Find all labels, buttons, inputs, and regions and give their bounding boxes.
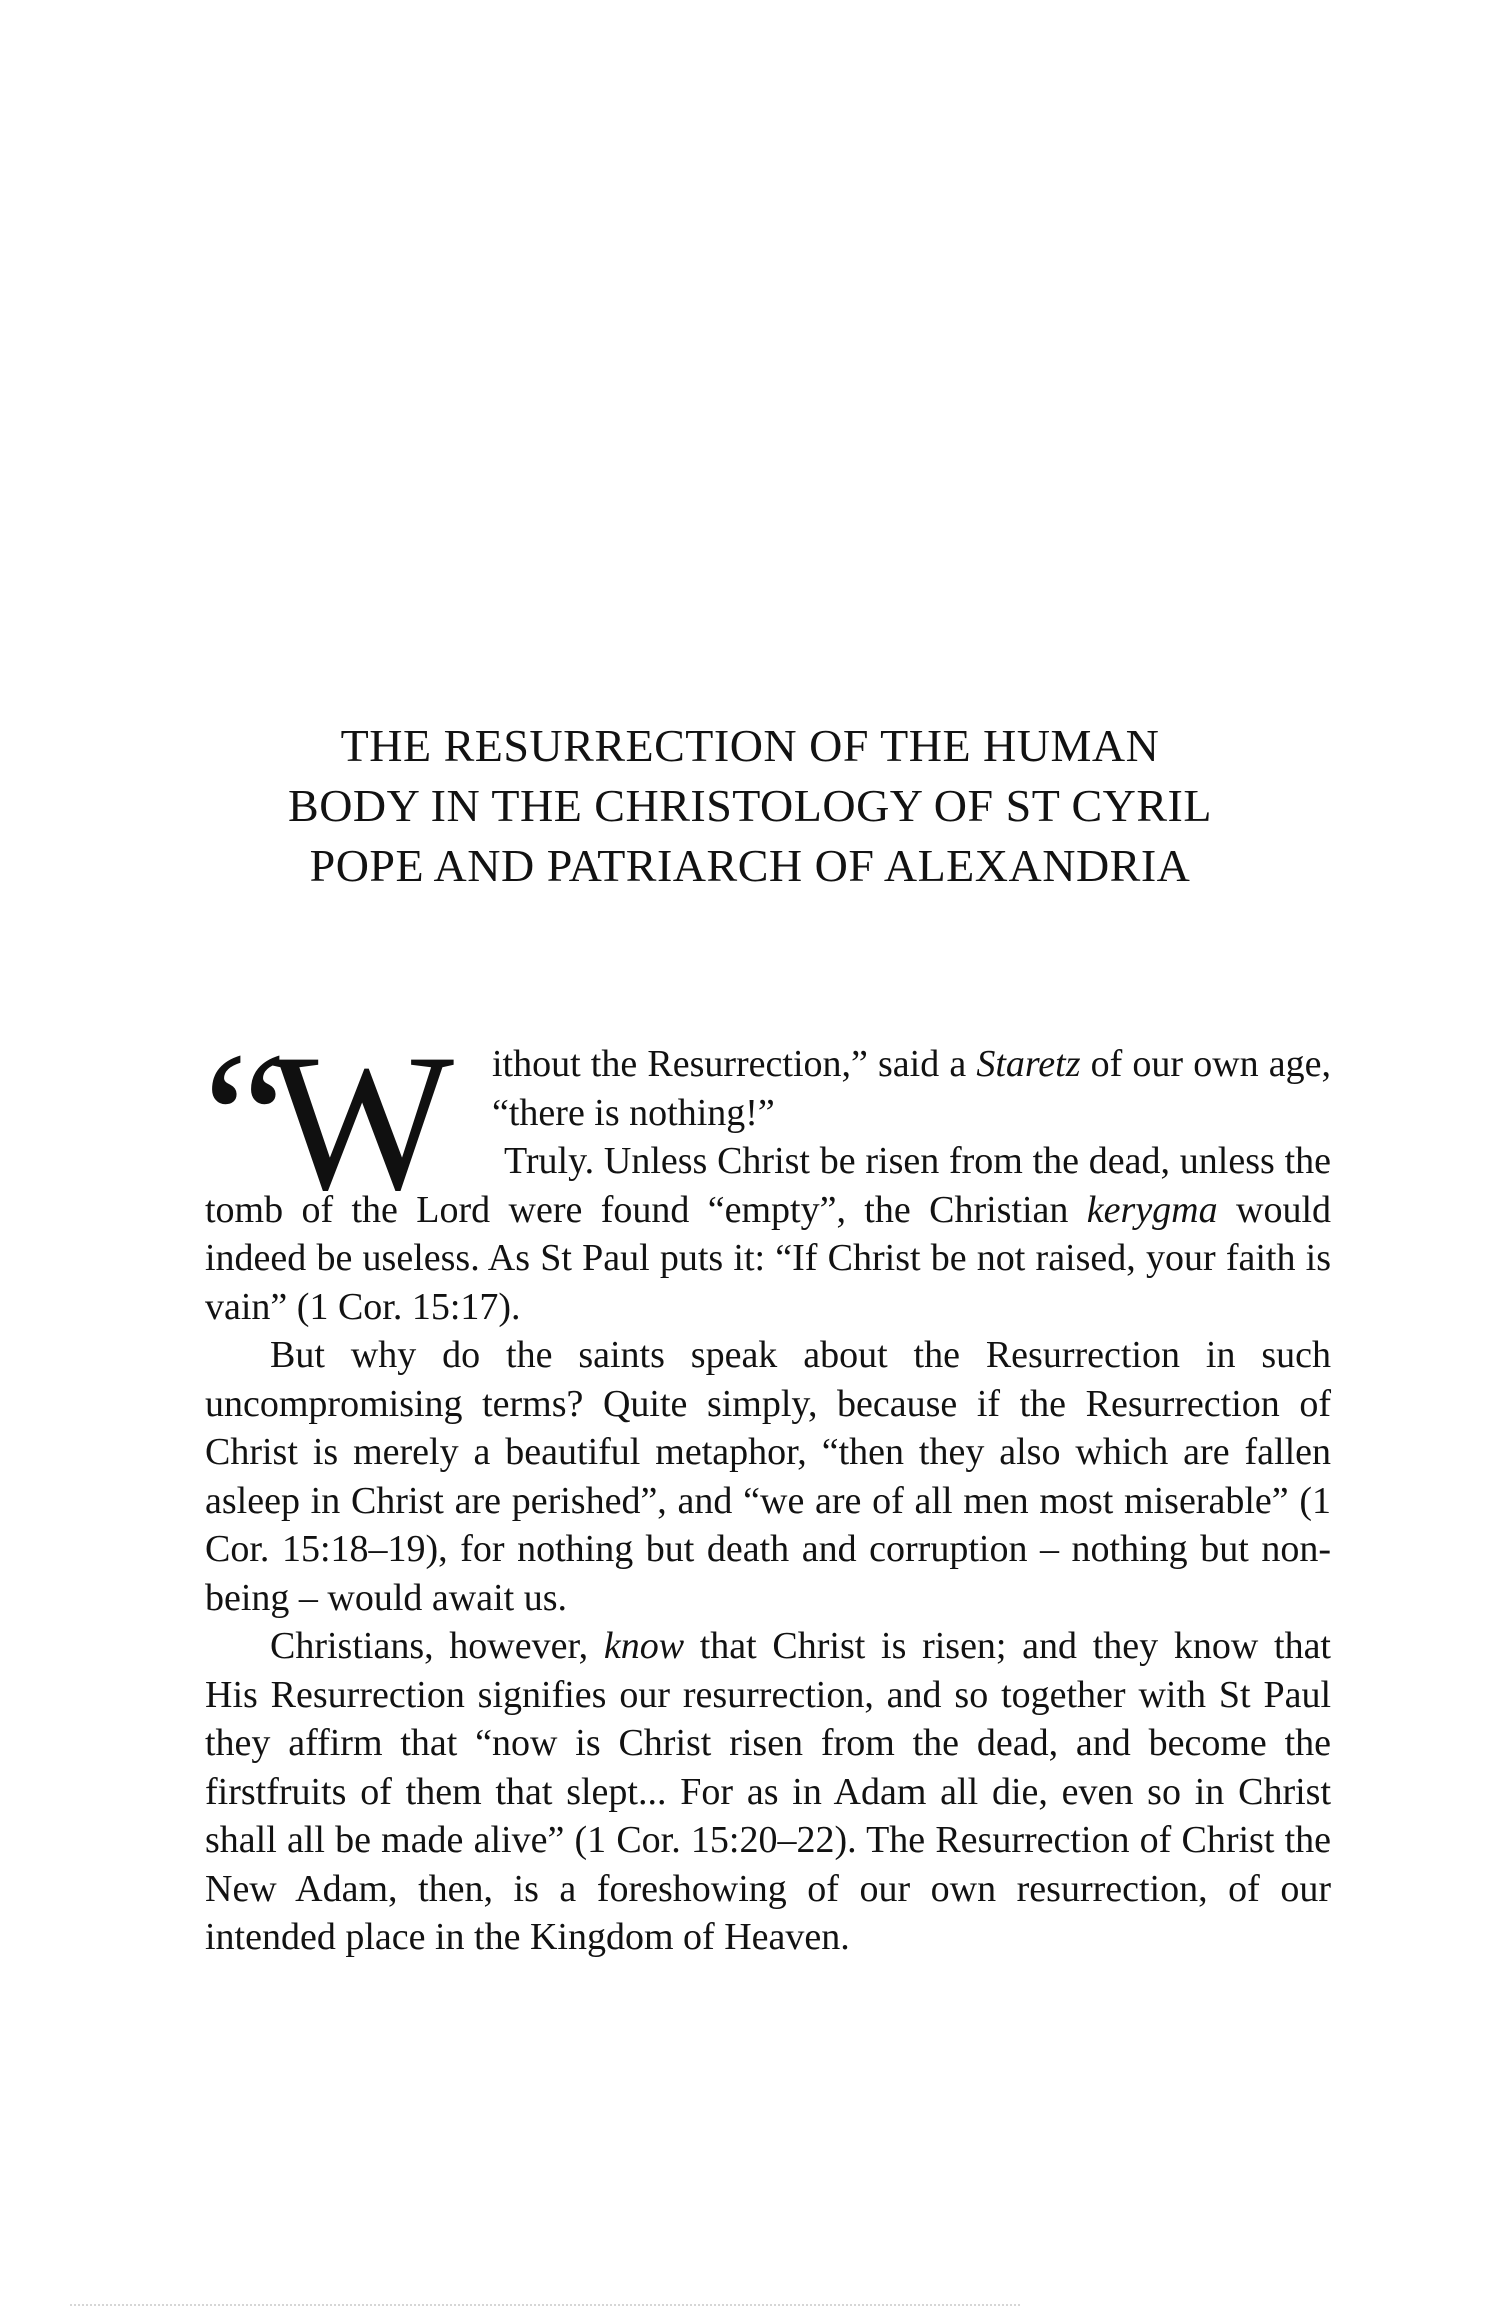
chapter-title-line-1: THE RESURRECTION OF THE HUMAN bbox=[340, 720, 1160, 771]
paragraph-2-rest: would indeed be useless. As St Paul puts it: “If Christ be not raised, your faith is vain” (1 Cor. 15:17). bbox=[205, 1188, 1332, 1328]
chapter-title-line-3: POPE AND PATRIARCH OF ALEXANDRIA bbox=[309, 840, 1191, 891]
paragraph-4-text: Christians, however, bbox=[270, 1625, 604, 1667]
paragraph-3: But why do the saints speak about the Resurrection in such uncompromising terms? Quite simply, because if the Resurrection of Christ is merely a beautiful metaphor, “then they also which are fallen asleep in Christ are perished”, and “we are of all men most miserable” (1 Cor. 15:18–19), for nothing but death and corruption – nothing but non-being – would await us. bbox=[205, 1334, 1331, 1619]
paragraph-2-text: Truly. Unless Christ be risen from the dead, unless the tomb of the Lord were found “empty”, the Christian bbox=[205, 1140, 1331, 1231]
chapter-title-line-2: BODY IN THE CHRISTOLOGY OF ST CYRIL bbox=[288, 780, 1212, 831]
chapter-title bbox=[0, 716, 1500, 896]
body-text bbox=[203, 1014, 1332, 1962]
paragraph-2-italic: kerygma bbox=[1086, 1188, 1218, 1231]
dropcap-letter: W bbox=[269, 1014, 454, 1231]
paragraph-4-rest: that Christ is risen; and they know that His Resurrection signifies our resurrection, and so together with St Paul they affirm that “now is Christ risen from the dead, and become the firstfruits of them that slept... For as in Adam all die, even so in Christ shall all be made alive” (1 Cor. 15:20–22). The Resurrection of Christ the New Adam, then, is a foreshowing of our own resurrection, of our intended place in the Kingdom of Heaven. bbox=[205, 1625, 1331, 1958]
paragraph-4 bbox=[205, 1622, 1331, 1962]
scan-artifact-line bbox=[70, 2304, 1020, 2306]
paragraph-1-italic: Staretz bbox=[976, 1043, 1081, 1085]
paragraph-1-text: ithout the Resurrection,” said a bbox=[492, 1043, 977, 1085]
dropcap bbox=[203, 1014, 492, 1231]
paragraph-4-italic: know bbox=[603, 1625, 685, 1667]
dropcap-open-quote: “ bbox=[203, 1014, 278, 1224]
paragraph-1-rest: of our own age, “there is nothing!” bbox=[492, 1043, 1331, 1134]
